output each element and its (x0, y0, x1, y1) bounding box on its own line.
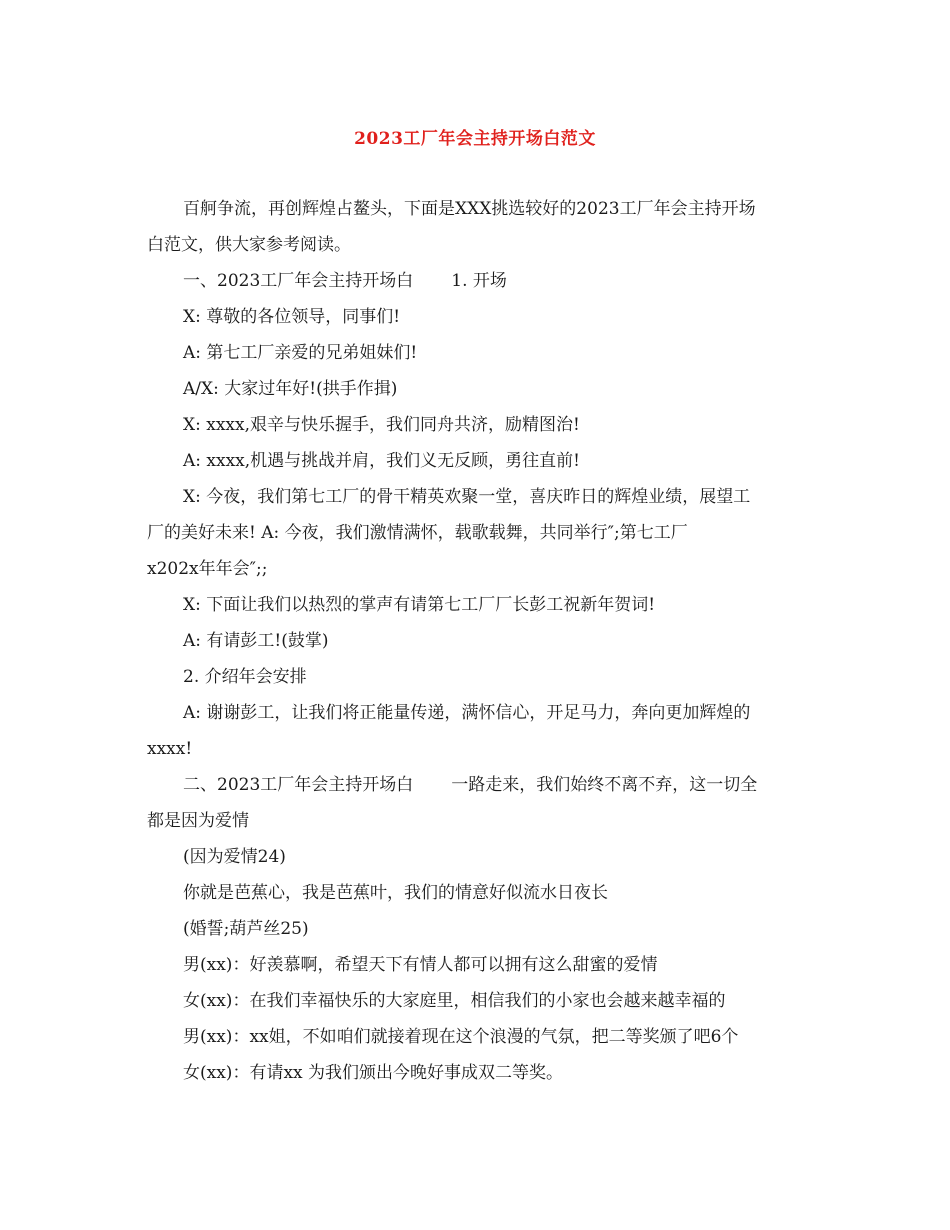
section-1-heading-row (147, 263, 807, 299)
section-2-heading: 二、2023工厂年会主持开场白 (183, 775, 414, 795)
script-line: A: xxxx,机遇与挑战并肩，我们义无反顾，勇往直前! (183, 451, 580, 471)
paragraph-line: 厂的美好未来! A: 今夜，我们激情满怀，载歌载舞，共同举行″;第七工厂 (147, 523, 688, 543)
intro-line: 白范文，供大家参考阅读。 (147, 235, 351, 255)
script-line: 男(xx)：好羡慕啊，希望天下有情人都可以拥有这么甜蜜的爱情 (183, 955, 658, 975)
section-heading: 2. 介绍年会安排 (183, 667, 307, 687)
paragraph-line: X: 今夜，我们第七工厂的骨干精英欢聚一堂，喜庆昨日的辉煌业绩，展望工 (183, 487, 751, 507)
script-line: X: xxxx,艰辛与快乐握手，我们同舟共济，励精图治! (183, 415, 580, 435)
section-2-heading-cont: 一路走来，我们始终不离不弃，这一切全 (451, 775, 758, 795)
script-line: 男(xx)：xx姐，不如咱们就接着现在这个浪漫的气氛，把二等奖颁了吧6个 (183, 1027, 739, 1047)
section-2-heading-row (147, 767, 807, 803)
script-line: 你就是芭蕉心，我是芭蕉叶，我们的情意好似流水日夜长 (183, 883, 608, 903)
script-line: (因为爱情24) (183, 847, 286, 867)
script-line: X: 下面让我们以热烈的掌声有请第七工厂厂长彭工祝新年贺词! (183, 595, 656, 615)
script-line: A: 第七工厂亲爱的兄弟姐妹们! (183, 343, 418, 363)
paragraph-line: A: 谢谢彭工，让我们将正能量传递，满怀信心，开足马力，奔向更加辉煌的 (183, 703, 751, 723)
script-line: X: 尊敬的各位领导，同事们! (183, 307, 401, 327)
section-1-heading: 一、2023工厂年会主持开场白 (183, 271, 414, 291)
document-title: 2023工厂年会主持开场白范文 (354, 129, 596, 149)
intro-line: 百舸争流，再创辉煌占鳌头，下面是XXX挑选较好的2023工厂年会主持开场 (183, 199, 756, 219)
paragraph-line: 都是因为爱情 (147, 811, 249, 831)
section-1-subheading: 1. 开场 (451, 271, 507, 291)
script-line: A/X: 大家过年好!(拱手作揖) (183, 379, 398, 399)
script-line: 女(xx)：有请xx 为我们颁出今晚好事成双二等奖。 (183, 1063, 564, 1083)
script-line: A: 有请彭工!(鼓掌) (183, 631, 329, 651)
paragraph-line: xxxx! (147, 739, 193, 759)
script-line: 女(xx)：在我们幸福快乐的大家庭里，相信我们的小家也会越来越幸福的 (183, 991, 726, 1011)
paragraph-line: x202x年年会″;; (147, 559, 268, 579)
script-line: (婚誓;葫芦丝25) (183, 919, 309, 939)
document-body (147, 191, 807, 1091)
